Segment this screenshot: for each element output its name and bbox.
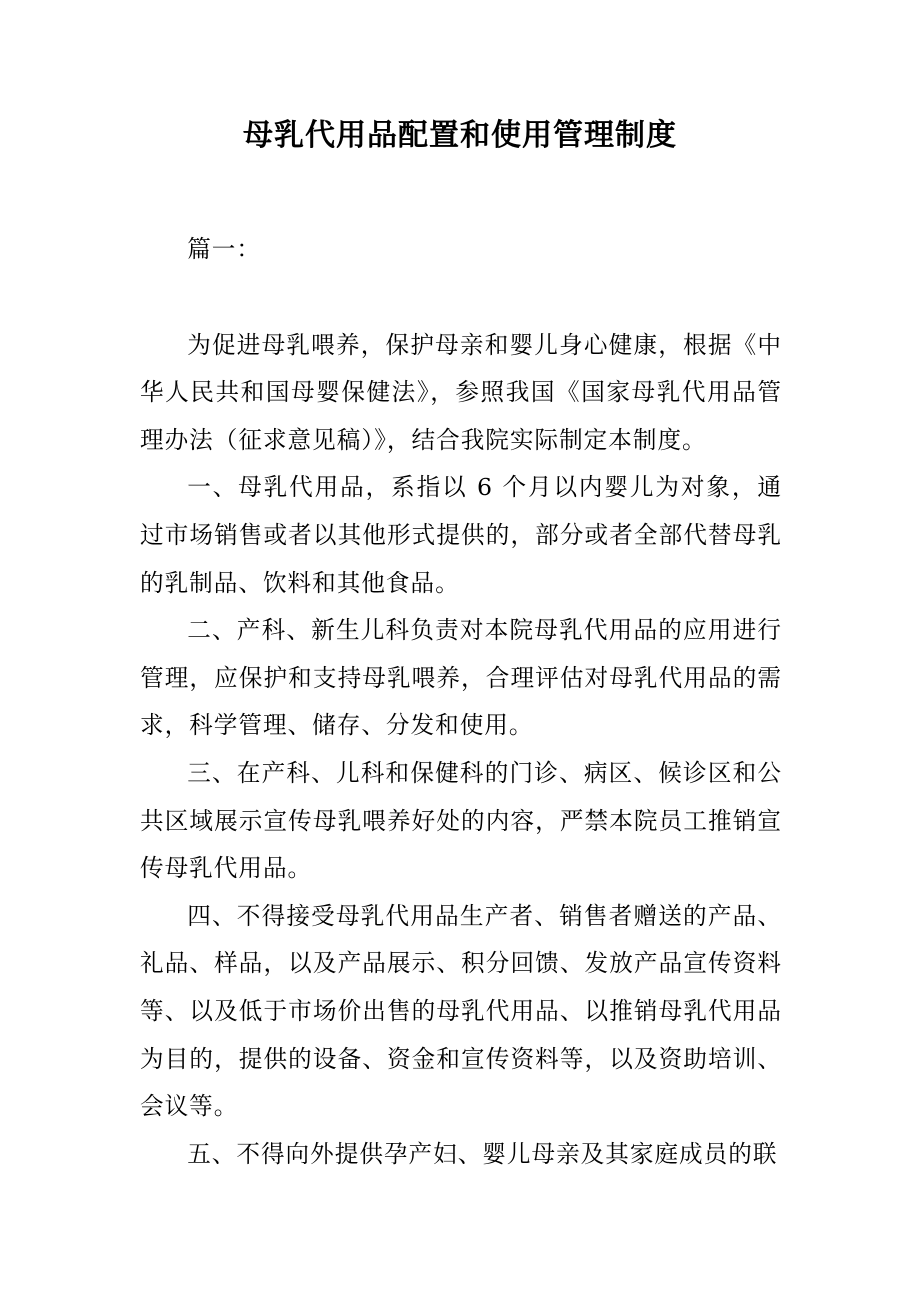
paragraph-item-2: 二、产科、新生儿科负责对本院母乳代用品的应用进行管理，应保护和支持母乳喂养，合理评估对母乳代用品的需求，科学管理、储存、分发和使用。 (140, 616, 782, 740)
paragraph-item-1: 一、母乳代用品，系指以 6 个月以内婴儿为对象，通过市场销售或者以其他形式提供的，部分或者全部代替母乳的乳制品、饮料和其他食品。 (140, 473, 782, 597)
document-body (140, 226, 782, 1178)
document-title: 母乳代用品配置和使用管理制度 (243, 118, 677, 153)
paragraph-item-5: 五、不得向外提供孕产妇、婴儿母亲及其家庭成员的联 (187, 1139, 778, 1168)
paragraph-intro: 为促进母乳喂养，保护母亲和婴儿身心健康，根据《中华人民共和国母婴保健法》，参照我国《国家母乳代用品管理办法（征求意见稿）》，结合我院实际制定本制度。 (140, 330, 782, 454)
section-label: 篇一： (187, 235, 261, 263)
paragraph-item-4: 四、不得接受母乳代用品生产者、销售者赠送的产品、礼品、样品，以及产品展示、积分回馈、发放产品宣传资料等、以及低于市场价出售的母乳代用品、以推销母乳代用品为目的，提供的设备、资金和宣传资料等，以及资助培训、会议等。 (140, 901, 782, 1121)
paragraph-item-3: 三、在产科、儿科和保健科的门诊、病区、候诊区和公共区域展示宣传母乳喂养好处的内容，严禁本院员工推销宣传母乳代用品。 (140, 758, 782, 883)
